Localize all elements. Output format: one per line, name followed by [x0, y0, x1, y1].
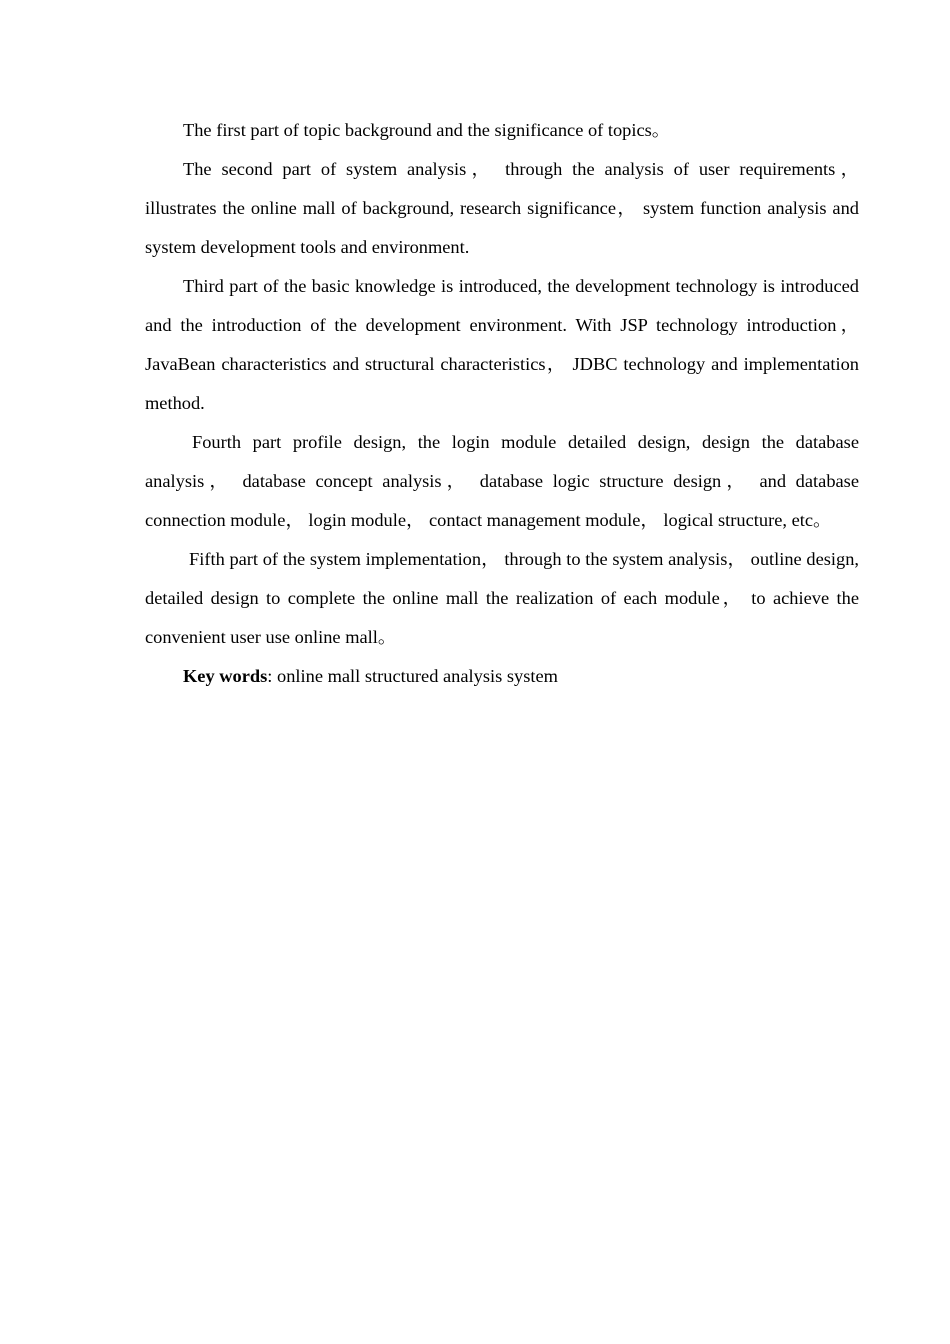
paragraph-part-three: Third part of the basic knowledge is introduced, the development technology is introduced and the introduction of the development environment. With JSP technology introduction， JavaBean characteristics and structural characteristics， JDBC technology and implementation method.	[145, 276, 859, 413]
keywords-label: Key words	[183, 666, 268, 686]
paragraph-part-four: Fourth part profile design, the login module detailed design, design the database analysis， database concept analysis， database logic structure design， and database connection module， login module， contact management module， logical structure, etc。	[145, 432, 859, 530]
abstract-body	[145, 111, 859, 696]
keywords-separator: :	[267, 666, 273, 686]
paragraph-part-five: Fifth part of the system implementation， through to the system analysis， outline design, detailed design to complete the online mall the realization of each module， to achieve the convenient user use online mall。	[145, 549, 859, 647]
keywords-value: online mall structured analysis system	[272, 666, 558, 686]
keywords-line	[145, 657, 859, 696]
paragraph-part-one: The first part of topic background and the significance of topics。	[183, 120, 671, 140]
paragraph-part-two: The second part of system analysis， through the analysis of user requirements， illustrates the online mall of background, research significance， system function analysis and system development tools and environment.	[145, 159, 859, 257]
